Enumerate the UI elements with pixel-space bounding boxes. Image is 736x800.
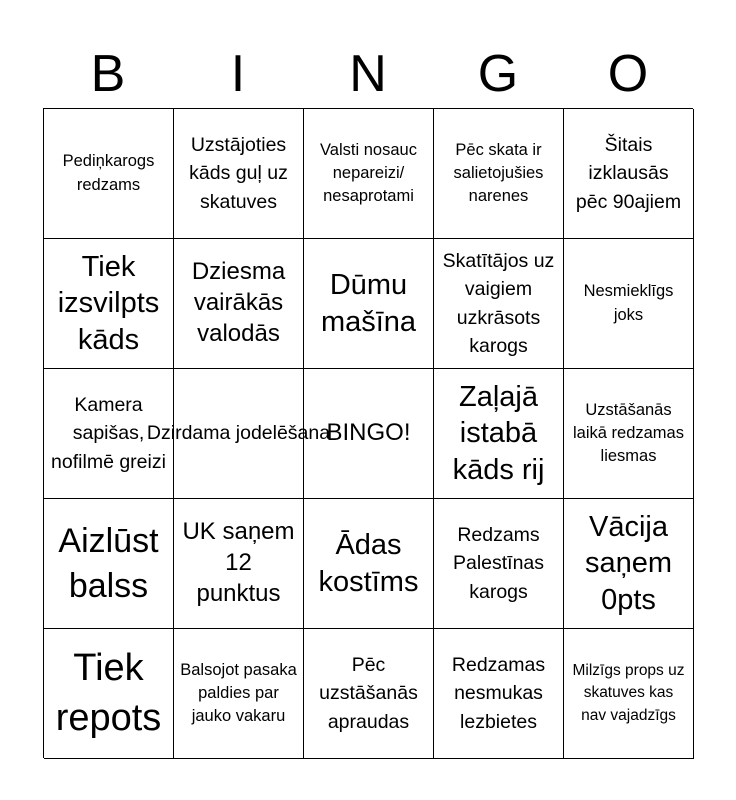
bingo-header	[43, 40, 693, 108]
bingo-cell-text: Ādas kostīms	[318, 528, 419, 598]
bingo-cell[interactable]	[174, 239, 304, 369]
bingo-cell-text: Pēc skata ir salietojušies narenes	[453, 140, 544, 206]
bingo-cell-text: Dziesma vairākās valodās	[191, 258, 286, 347]
bingo-cell[interactable]	[434, 239, 564, 369]
header-letter-o: O	[607, 45, 649, 103]
free-space-text: BINGO!	[326, 419, 411, 447]
bingo-cell-text: Uzstājoties kāds guļ uz skatuves	[189, 134, 288, 213]
bingo-cell[interactable]	[174, 109, 304, 239]
bingo-cell[interactable]	[146, 369, 331, 499]
bingo-cell[interactable]	[434, 499, 564, 629]
bingo-cell[interactable]	[434, 369, 564, 499]
bingo-cell-text: Skatītājos uz vaigiem uzkrāsots karogs	[442, 249, 555, 357]
bingo-cell[interactable]	[434, 629, 564, 759]
bingo-cell[interactable]	[564, 369, 694, 499]
bingo-cell-text: Valsti nosauc nepareizi/ nesaprotami	[320, 140, 417, 206]
bingo-cell[interactable]	[304, 239, 434, 369]
header-letter-g: G	[477, 45, 519, 103]
bingo-cell-text: Tiek repots	[55, 647, 162, 739]
bingo-cell[interactable]	[174, 629, 304, 759]
bingo-cell[interactable]	[174, 499, 304, 629]
bingo-cell[interactable]	[44, 239, 174, 369]
bingo-cell[interactable]	[564, 239, 694, 369]
bingo-cell-text: Pediņkarogs redzams	[62, 152, 155, 194]
bingo-cell-text: Dzirdama jodelēšana	[146, 422, 331, 445]
bingo-cell-text: UK saņem 12 punktus	[182, 518, 295, 607]
bingo-cell-text: Nesmieklīgs joks	[583, 282, 674, 324]
bingo-cell[interactable]	[304, 109, 434, 239]
bingo-cell-text: Šitais izklausās pēc 90ajiem	[575, 134, 682, 213]
bingo-cell[interactable]	[564, 499, 694, 629]
bingo-cell-text: Pēc uzstāšanās apraudas	[319, 654, 418, 733]
bingo-cell-text: Zaļajā istabā kāds rij	[452, 380, 545, 486]
bingo-cell-text: Dūmu mašīna	[320, 268, 417, 338]
header-letter-n: N	[349, 45, 387, 103]
bingo-cell-text: Tiek izsvilpts kāds	[57, 250, 160, 356]
header-letter-b: B	[90, 45, 126, 103]
header-letter-i: I	[230, 45, 246, 103]
bingo-cell[interactable]	[564, 629, 694, 759]
bingo-cell-text: Redzams Palestīnas karogs	[452, 524, 545, 603]
bingo-cell-text: Balsojot pasaka paldies par jauko vakaru	[180, 660, 297, 726]
bingo-cell[interactable]	[44, 499, 174, 629]
bingo-board	[43, 108, 693, 758]
bingo-cell[interactable]	[434, 109, 564, 239]
bingo-cell[interactable]	[44, 629, 174, 759]
bingo-cell[interactable]	[304, 629, 434, 759]
bingo-cell-text: Vācija saņem 0pts	[584, 510, 673, 616]
bingo-cell-text: Kamera sapišas, nofilmē greizi	[51, 394, 166, 473]
bingo-cell-text: Redzamas nesmukas lezbietes	[451, 654, 546, 733]
bingo-cell[interactable]	[564, 109, 694, 239]
bingo-cell-text: Milzīgs props uz skatuves kas nav vajadzīgs	[572, 661, 685, 724]
free-space-cell[interactable]	[304, 369, 434, 499]
bingo-cell[interactable]	[304, 499, 434, 629]
bingo-cell-text: Aizlūst balss	[58, 521, 159, 605]
bingo-cell[interactable]	[44, 109, 174, 239]
bingo-cell-text: Uzstāšanās laikā redzamas liesmas	[573, 400, 684, 466]
